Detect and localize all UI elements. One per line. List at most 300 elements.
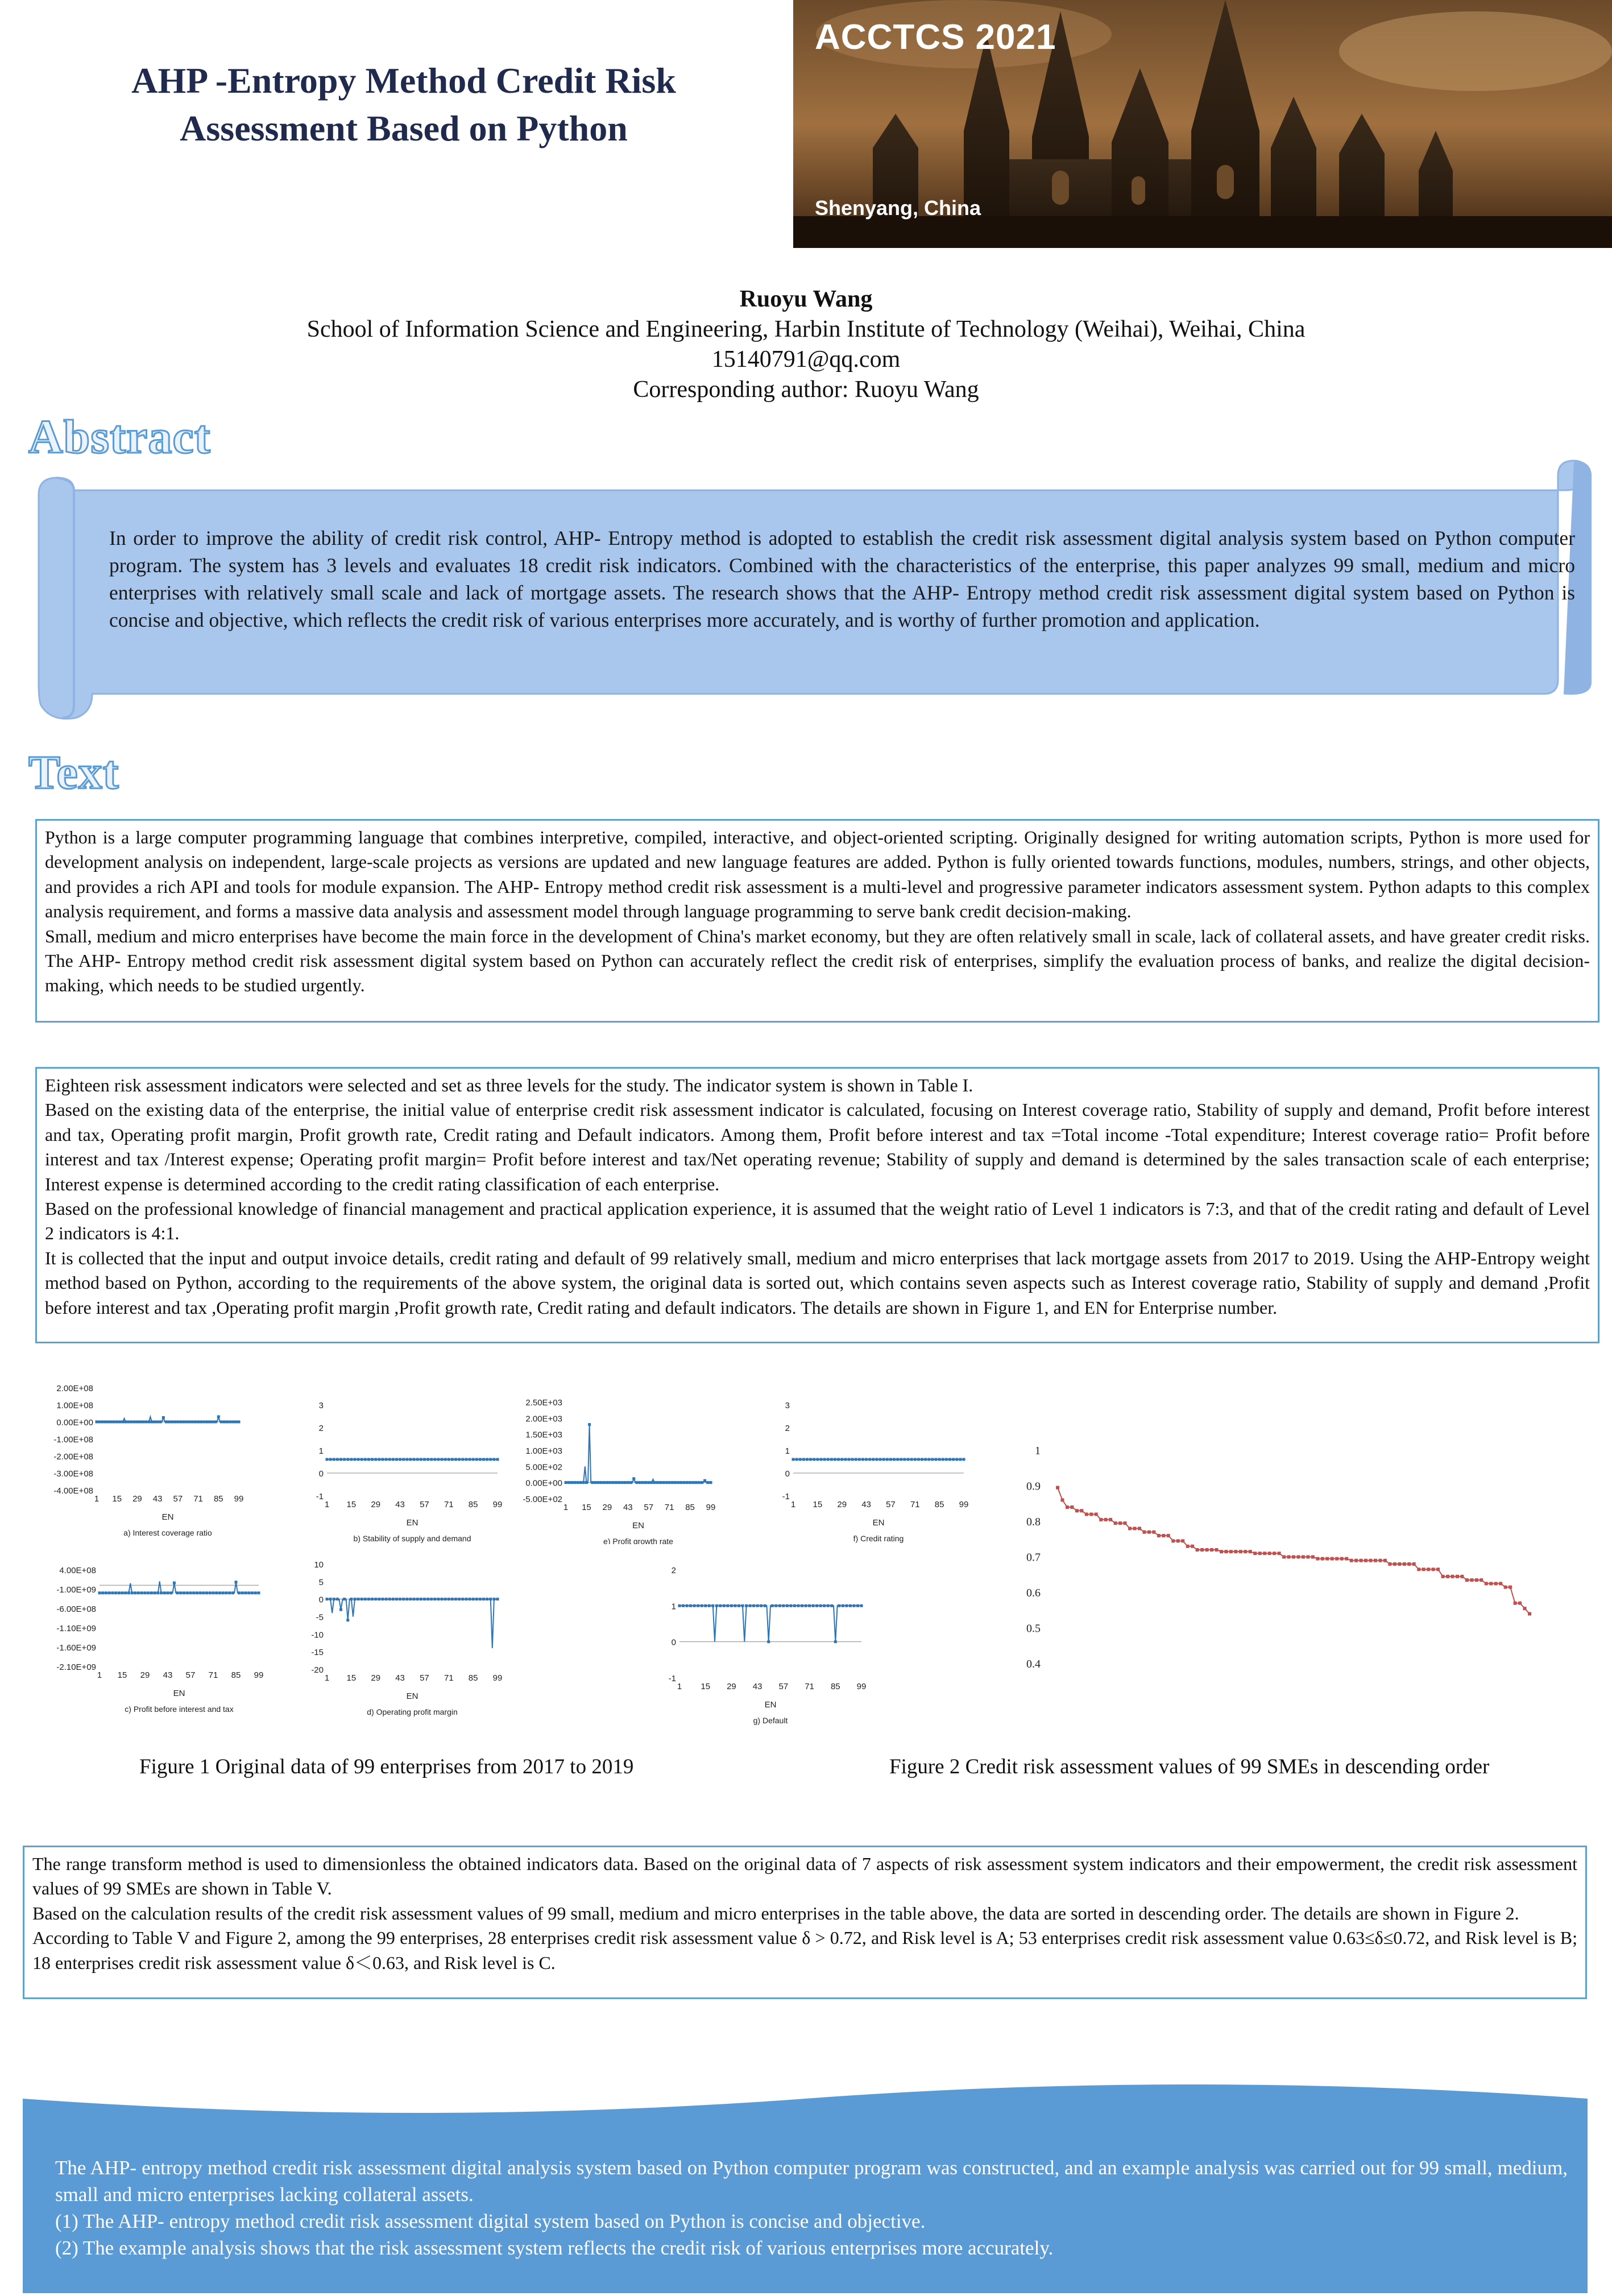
results-box [23,1846,1587,1999]
data-point [154,1591,156,1594]
data-point [194,1421,197,1424]
y-tick-label: 0.00E+00 [56,1418,93,1428]
assessment-data-point [1383,1559,1387,1562]
data-point [176,1591,179,1594]
data-point [591,1481,594,1484]
figure-2-caption: Figure 2 Credit risk assessment values of 99 SMEs in descending order [889,1755,1490,1778]
data-point [413,1598,416,1600]
data-point [620,1481,623,1484]
x-tick-label: 43 [395,1500,405,1509]
data-point [127,1421,130,1424]
data-point [168,1421,171,1424]
data-point [405,1598,408,1600]
y-tick-label: 0.7 [1026,1551,1041,1564]
data-point [336,1598,339,1600]
data-point [231,1421,234,1424]
assessment-data-point [1162,1534,1165,1537]
x-tick-label: 57 [420,1500,429,1509]
data-point [686,1604,689,1607]
data-point [479,1598,482,1600]
data-point [900,1458,902,1461]
data-point [860,1604,863,1607]
x-tick-label: 71 [208,1670,218,1680]
y-tick-label: 0.9 [1026,1480,1041,1493]
data-point [659,1481,662,1484]
data-point [159,1421,162,1424]
data-point [723,1604,726,1607]
assessment-data-point [1331,1557,1334,1561]
data-point [844,1458,847,1461]
conclusion-paragraph-1: The AHP- entropy method credit risk assessment digital analysis system based on Python computer program was constructed, and an example analysis was carried out for 99 small, medium, small and micro enterprises lacking collateral assets. [55,2157,1568,2206]
data-point [489,1458,492,1461]
data-point [231,1591,234,1594]
subplot-caption: g) Default [753,1716,788,1725]
data-point [458,1598,461,1600]
data-point [388,1458,391,1461]
y-tick-label: 2.50E+03 [525,1398,562,1408]
data-point [756,1604,759,1607]
data-point [409,1598,412,1600]
assessment-data-point [1224,1550,1228,1553]
assessment-data-point [1104,1518,1108,1521]
data-point [893,1458,896,1461]
data-point [430,1598,433,1600]
assessment-data-point [1253,1552,1257,1555]
data-point [235,1581,238,1583]
x-tick-label: 43 [861,1500,871,1509]
x-tick-label: 57 [644,1503,654,1512]
data-point [150,1421,153,1424]
data-point [711,1604,714,1607]
y-tick-label: 1.00E+03 [525,1446,562,1456]
assessment-data-point [1099,1518,1103,1521]
data-point [606,1481,608,1484]
data-point [691,1481,694,1484]
assessment-data-point [1109,1518,1112,1521]
x-tick-label: 85 [468,1673,478,1683]
assessment-data-point [1480,1578,1483,1582]
data-point [567,1481,570,1484]
chart-g [648,1558,876,1732]
x-axis-label: EN [173,1689,185,1698]
data-point [238,1421,241,1424]
x-tick-label: 1 [97,1670,102,1680]
data-point [726,1604,729,1607]
data-point [433,1458,436,1461]
data-point [176,1421,179,1424]
x-tick-label: 43 [395,1673,405,1683]
data-point [326,1458,329,1461]
data-point [924,1458,927,1461]
data-point [360,1458,363,1461]
x-axis-label: EN [406,1518,418,1528]
assessment-data-point [1422,1567,1425,1571]
conclusion-text [55,2154,1568,2261]
data-point [98,1421,101,1424]
data-point [156,1591,159,1594]
data-point [118,1591,121,1594]
assessment-data-point [1494,1582,1498,1585]
data-point [795,1458,798,1461]
assessment-data-point [1335,1557,1339,1561]
data-point [416,1598,419,1600]
x-tick-label: 99 [254,1670,264,1680]
data-point [171,1421,173,1424]
data-point [830,1604,833,1607]
data-point [208,1421,211,1424]
x-tick-label: 99 [492,1500,503,1509]
data-point [921,1458,923,1461]
data-point [202,1591,205,1594]
data-point [615,1481,618,1484]
x-axis-label: EN [406,1691,418,1701]
conclusion-paragraph-2: (1) The AHP- entropy method credit risk assessment digital system based on Python is concise and objective. [55,2210,926,2232]
x-tick-label: 29 [602,1503,612,1512]
y-tick-label: 0 [785,1469,790,1479]
data-point [767,1640,770,1643]
data-point [938,1458,941,1461]
data-point [837,1458,840,1461]
assessment-data-point [1465,1578,1469,1582]
y-tick-label: -3.00E+08 [53,1469,93,1479]
data-point [212,1421,214,1424]
data-point [115,1421,118,1424]
data-point [98,1591,101,1594]
data-point [573,1481,576,1484]
assessment-data-point [1514,1602,1517,1605]
data-point [764,1604,766,1607]
y-tick-label: -10 [311,1630,324,1640]
x-tick-label: 15 [701,1682,711,1691]
y-tick-label: 0.4 [1026,1658,1041,1670]
data-point [214,1421,217,1424]
data-point [653,1481,656,1484]
data-point [582,1481,585,1484]
assessment-data-point [1316,1557,1319,1561]
data-point [686,1481,689,1484]
chart-c [34,1558,273,1726]
assessment-data-point [1244,1550,1247,1553]
data-point [395,1598,398,1600]
assessment-data-point [1249,1550,1252,1553]
data-point [931,1458,934,1461]
data-point [656,1481,659,1484]
data-point [121,1591,124,1594]
assessment-data-point [1456,1575,1459,1578]
assessment-data-point [1070,1505,1074,1509]
x-tick-label: 71 [444,1500,454,1509]
conference-banner [793,0,1612,248]
data-point [454,1458,457,1461]
y-tick-label: -2.00E+08 [53,1452,93,1462]
data-point [378,1458,380,1461]
data-point [698,1481,701,1484]
x-tick-label: 71 [805,1682,814,1691]
subplot-caption: a) Interest coverage ratio [123,1528,212,1537]
data-point [169,1591,172,1594]
chart-a [34,1376,256,1544]
series-line-d [327,1599,498,1648]
text-heading: Text [28,746,119,799]
data-point [668,1481,671,1484]
data-point [205,1591,208,1594]
data-point [618,1481,620,1484]
assessment-data-point [1432,1567,1435,1571]
method-paragraph-1: Eighteen risk assessment indicators were selected and set as three levels for the study. The indicator system is shown in Table I. [45,1075,973,1095]
data-point [475,1458,478,1461]
assessment-data-point [1273,1552,1276,1555]
data-point [165,1421,168,1424]
assessment-data-point [1528,1612,1531,1616]
data-point [140,1591,143,1594]
data-point [241,1591,244,1594]
data-point [852,1604,855,1607]
y-tick-label: 2 [318,1424,324,1433]
data-point [868,1458,871,1461]
data-point [683,1481,686,1484]
intro-paragraph-2: Small, medium and micro enterprises have become the main force in the development of China's market economy, but they are often relatively small in scale, lack of collateral assets, and have greater credit risks. The AHP- Entropy method credit risk assessment digital system based on Python can accurately reflect the credit risk of enterprises, simplify the evaluation process of banks, and realize the digital decision-making, which needs to be studied urgently. [45,925,1590,996]
data-point [609,1481,612,1484]
data-point [815,1604,818,1607]
y-tick-label: -20 [311,1665,324,1675]
assessment-data-point [1181,1539,1184,1542]
data-point [173,1582,176,1585]
data-point [719,1604,722,1607]
data-point [861,1458,864,1461]
data-point [205,1421,208,1424]
data-point [823,1604,826,1607]
assessment-data-point [1504,1586,1507,1589]
data-point [678,1604,681,1607]
assessment-data-point [1089,1513,1093,1516]
data-point [374,1458,377,1461]
data-point [679,1481,682,1484]
y-tick-label: -2.10E+09 [56,1662,96,1672]
data-point [402,1598,405,1600]
data-point [701,1604,703,1607]
data-point [855,1458,857,1461]
data-point [381,1458,384,1461]
data-point [889,1458,892,1461]
data-point [420,1458,422,1461]
chart-e [500,1388,722,1547]
data-point [353,1458,356,1461]
data-point [942,1458,944,1461]
data-point [703,1479,706,1482]
x-axis-label: EN [632,1521,644,1530]
data-point [914,1458,917,1461]
assessment-data-point [1393,1562,1396,1566]
assessment-data-point [1407,1562,1411,1566]
y-tick-label: 4.00E+08 [59,1566,96,1575]
assessment-data-point [1354,1559,1358,1562]
data-point [160,1591,163,1594]
data-point [689,1604,692,1607]
data-point [150,1591,153,1594]
x-tick-label: 15 [346,1673,357,1683]
assessment-data-point [1124,1521,1127,1525]
assessment-data-point [1085,1513,1088,1516]
x-tick-label: 71 [444,1673,454,1683]
title-line-2: Assessment Based on Python [180,108,628,148]
assessment-data-point [1186,1545,1190,1548]
data-point [597,1481,600,1484]
data-point [142,1421,144,1424]
data-point [388,1598,391,1600]
y-tick-label: 2 [785,1424,790,1433]
subplot-caption: b) Stability of supply and demand [353,1534,471,1543]
data-point [399,1598,401,1600]
data-point [222,1591,225,1594]
assessment-data-point [1475,1578,1478,1582]
data-point [745,1604,748,1607]
x-tick-label: 15 [582,1503,591,1512]
x-tick-label: 71 [193,1494,203,1504]
data-point [458,1458,461,1461]
data-point [793,1604,796,1607]
x-tick-label: 43 [163,1670,173,1680]
data-point [482,1598,485,1600]
y-tick-label: -1.10E+09 [56,1624,96,1633]
assessment-data-point [1296,1556,1300,1559]
title-line-1: AHP -Entropy Method Credit Risk [131,60,676,101]
corresponding-author: Corresponding author: Ruoyu Wang [633,377,979,403]
data-point [395,1458,398,1461]
data-point [185,1421,188,1424]
data-point [447,1598,450,1600]
data-point [701,1481,703,1484]
data-point [806,1458,809,1461]
data-point [238,1591,241,1594]
assessment-data-point [1412,1562,1416,1566]
data-point [603,1481,606,1484]
assessment-data-point [1056,1486,1059,1490]
data-point [671,1481,674,1484]
data-point [789,1604,792,1607]
author-name: Ruoyu Wang [739,286,873,312]
data-point [125,1421,127,1424]
data-point [229,1421,231,1424]
x-tick-label: 1 [790,1500,796,1509]
data-point [173,1421,176,1424]
data-point [163,1591,166,1594]
data-point [812,1604,815,1607]
x-tick-label: 85 [231,1670,241,1680]
assessment-data-point [1518,1602,1522,1605]
data-point [96,1421,98,1424]
assessment-data-point [1157,1534,1161,1537]
data-point [364,1598,367,1600]
y-tick-label: -1.00E+09 [56,1585,96,1595]
data-point [409,1458,412,1461]
data-point [741,1604,744,1607]
data-point [774,1604,777,1607]
data-point [576,1481,579,1484]
assessment-data-point [1460,1575,1464,1578]
data-point [579,1481,582,1484]
y-tick-label: -1.60E+09 [56,1643,96,1653]
data-point [813,1458,815,1461]
assessment-data-point [1239,1550,1242,1553]
data-point [842,1604,844,1607]
data-point [677,1481,679,1484]
data-point [827,1604,830,1607]
data-point [339,1458,342,1461]
data-point [339,1608,342,1611]
data-point [847,1458,850,1461]
data-point [444,1458,447,1461]
data-point [258,1591,260,1594]
assessment-data-point [1171,1539,1175,1542]
assessment-data-point [1258,1552,1262,1555]
assessment-data-point [1374,1559,1377,1562]
x-tick-label: 57 [173,1494,183,1504]
subplot-caption: c) Profit before interest and tax [125,1705,234,1714]
data-point [469,1598,471,1600]
method-paragraph-2: Based on the existing data of the enterprise, the initial value of enterprise credit risk assessment indicator is calculated, focusing on Interest coverage ratio, Stability of supply and demand, Profit before interest and tax, Operating profit margin, Profit growth rate, Credit rating and Default indicators. Among them, Profit before interest and tax =Total income -Total expenditure; Interest coverage ratio= Profit before interest and tax /Interest expense; Operating profit margin= Profit before interest and tax/Net operating revenue; Stability of supply and demand is determined by the sales transaction scale of each enterprise; Interest expense is determined according to the credit rating classification of each enterprise. [45,1099,1590,1194]
data-point [858,1458,861,1461]
data-point [329,1598,332,1600]
data-point [392,1598,395,1600]
data-point [819,1604,822,1607]
y-tick-label: 1 [671,1602,676,1612]
assessment-data-point [1350,1559,1353,1562]
data-point [367,1458,370,1461]
x-tick-label: 43 [152,1494,163,1504]
data-point [896,1458,899,1461]
assessment-data-point [1278,1552,1281,1555]
data-point [830,1458,833,1461]
data-point [107,1421,110,1424]
data-point [247,1591,250,1594]
data-point [635,1481,638,1484]
assessment-data-point [1388,1562,1391,1566]
data-point [475,1598,478,1600]
method-paragraph-3: Based on the professional knowledge of financial management and practical application experience, it is assumed that the weight ratio of Level 1 indicators is 7:3, and that of the credit rating and default of Level 2 indicators is 4:1. [45,1198,1590,1244]
x-tick-label: 85 [468,1500,478,1509]
data-point [108,1591,111,1594]
data-point [385,1458,388,1461]
assessment-data-point [1509,1586,1512,1589]
data-point [405,1458,408,1461]
data-point [730,1604,733,1607]
y-tick-label: 5.00E+02 [525,1462,562,1472]
assessment-data-point [1220,1550,1223,1553]
data-point [644,1481,647,1484]
data-point [827,1458,830,1461]
data-point [225,1591,227,1594]
data-point [886,1458,889,1461]
data-point [865,1458,868,1461]
data-point [461,1458,464,1461]
assessment-data-point [1360,1559,1363,1562]
y-tick-label: 0 [671,1637,676,1648]
results-paragraph-3: According to Table V and Figure 2, among the 99 enterprises, 28 enterprises credit risk assessment value δ > 0.72, and Risk level is A; 53 enterprises credit risk assessment value 0.63≤δ≤0.72, and Risk level is B; 18 enterprises credit risk assessment value δ＜0.63, and Risk level is C. [32,1927,1578,1973]
data-point [353,1598,356,1600]
assessment-data-point [1499,1582,1502,1585]
series-line-g [679,1606,861,1641]
assessment-data-point [1095,1513,1098,1516]
assessment-data-point [1292,1556,1295,1559]
data-point [392,1458,395,1461]
subplot-caption: f) Credit rating [853,1534,904,1543]
x-tick-label: 99 [706,1503,716,1512]
data-point [461,1598,464,1600]
data-point [402,1458,405,1461]
method-paragraph-4: It is collected that the input and output invoice details, credit rating and default of 99 relatively small, medium and micro enterprises that lack mortgage assets from 2017 to 2019. Using the AHP-Entropy weight method based on Python, according to the requirements of the above system, the original data is sorted out, which contains seven aspects such as Interest coverage ratio, Stability of supply and demand ,Profit before interest and tax ,Operating profit margin ,Profit growth rate, Credit rating and default indicators. The details are shown in Figure 1, and EN for Enterprise number. [45,1247,1590,1318]
data-point [416,1458,419,1461]
data-point [183,1591,185,1594]
